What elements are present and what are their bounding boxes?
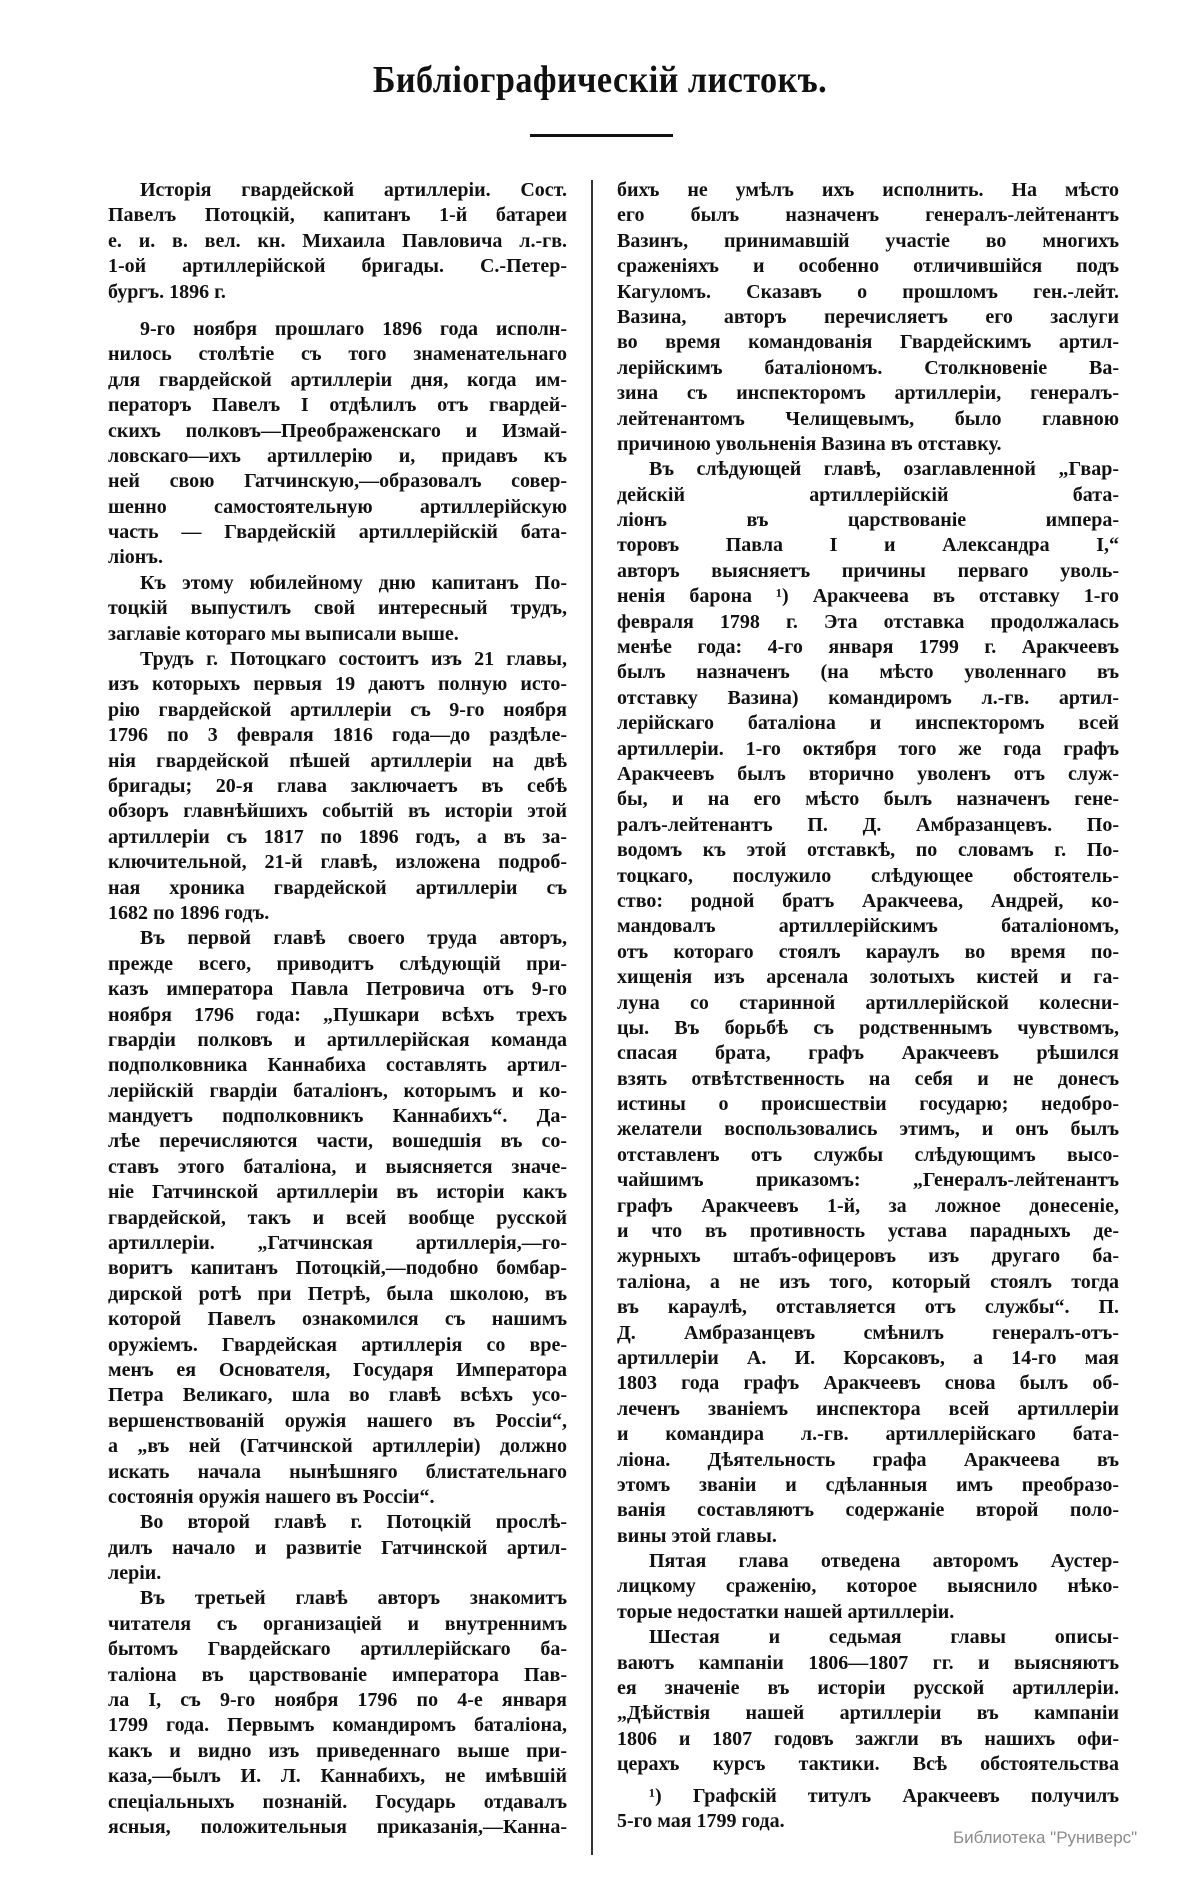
text-line: артиллеріи А. И. Корсаковъ, а 14-го мая [617,1346,1119,1369]
text-line: водомъ къ этой отставкѣ, по словамъ г. По- [617,839,1119,862]
text-line: ваютъ кампаніи 1806—1807 гг. и выясняютъ [617,1651,1119,1674]
text-line: ненія барона ¹) Аракчеева въ отставку 1-го [617,585,1119,608]
text-line: чайшимъ приказомъ: „Генералъ-лейтенантъ [617,1169,1119,1192]
text-line: воритъ капитанъ Потоцкій,—подобно бомбар- [108,1257,567,1280]
text-line: каза,—былъ И. Л. Каннабихъ, не имѣвшій [108,1765,567,1788]
text-line: Въ слѣдующей главѣ, озаглавленной „Гвар- [649,458,1119,481]
text-line: въ караулѣ, отставляется отъ службы“. П. [617,1296,1119,1319]
text-line: графъ Аракчеевъ 1-й, за ложное донесеніе, [617,1194,1119,1217]
text-line: спеціальныхъ познаній. Государь отдавалъ [108,1790,567,1813]
text-line: Вазинъ, принимавшій участіе во многихъ [617,229,1119,252]
paragraph [108,1510,567,1586]
text-line: Къ этому юбилейному дню капитанъ По- [140,571,567,594]
text-line: бихъ не умѣлъ ихъ исполнить. На мѣсто [617,179,1119,201]
text-line: обзоръ главнѣйшихъ событій въ исторіи этой [108,800,567,823]
text-line: журныхъ штабъ-офицеровъ изъ другаго ба- [617,1245,1119,1268]
text-line: для гвардейской артиллеріи дня, когда им- [108,368,567,391]
text-line: истины о происшествіи государю; недобро- [617,1093,1119,1116]
text-line: лерійскимъ баталіономъ. Столкновеніе Ва- [617,356,1119,379]
text-line: ставъ этого баталіона, и выясняется значе- [108,1155,567,1178]
text-line: шенно самостоятельную артиллерійскую [108,495,567,518]
text-line: 1796 по 3 февраля 1816 года—до раздѣле- [108,724,567,747]
text-line: ная хроника гвардейской артиллеріи съ [108,876,567,899]
text-line: церахъ курсъ тактики. Всѣ обстоятельства [617,1753,1119,1776]
text-line: а „въ ней (Гатчинской артиллеріи) должно [108,1435,567,1458]
paragraph-gap [108,305,567,317]
text-line: зина съ инспекторомъ артиллеріи, генералъ- [617,382,1119,405]
text-line: артиллеріи. 1-го октября того же года графъ [617,737,1119,760]
text-line: сраженіяхъ и особенно отличившійся подъ [617,255,1119,278]
text-line: часть — Гвардейскій артиллерійскій бата- [108,521,567,544]
text-line: 1806 и 1807 годовъ зажгли въ нашихъ офи- [617,1727,1119,1750]
text-line: таліона, а не изъ того, который стоялъ тогда [617,1270,1119,1293]
text-line: „Дѣйствія нашей артиллеріи въ кампаніи [617,1702,1119,1725]
page-title: Библіографическій листокъ. [372,59,828,101]
text-line: Д. Амбразанцевъ смѣнилъ генералъ-отъ- [617,1321,1119,1344]
text-line: прежде всего, приводитъ слѣдующій при- [108,952,567,975]
footnote [617,1783,1119,1834]
text-line: состоянія оружія нашего въ Россіи“. [108,1485,435,1508]
text-line: ніе Гатчинской артиллеріи въ исторіи какъ [108,1181,567,1204]
text-line: торые недостатки нашей артиллеріи. [617,1600,955,1623]
text-line: 1799 года. Первымъ командиромъ баталіона, [108,1714,567,1737]
title-rule [530,134,673,137]
footnote-line: 5-го мая 1799 года. [617,1810,785,1833]
text-line: ключительной, 21-й главѣ, изложена подроб- [108,851,567,874]
text-line: ралъ-лейтенантъ П. Д. Амбразанцевъ. По- [617,813,1119,836]
text-line: торовъ Павла I и Александра I,“ [617,534,1119,557]
text-line: Во второй главѣ г. Потоцкій прослѣ- [140,1511,567,1534]
text-line: леріи. [108,1562,162,1585]
footnote-line: ¹) Графскій титулъ Аракчеевъ получилъ [649,1785,1119,1807]
text-line: ліонъ. [108,546,163,569]
text-line: Вазина, авторъ перечисляетъ его заслуги [617,305,1119,328]
text-line: бытомъ Гвардейскаго артиллерійскаго ба- [108,1638,567,1661]
paragraph [617,457,1119,1549]
paragraph [617,1549,1119,1625]
text-line: лицкому сраженію, которое выяснило нѣко- [617,1575,1119,1598]
paragraph [108,178,567,305]
text-line: ней свою Гатчинскую,—образовалъ совер- [108,470,567,493]
text-line: хищенія изъ арсенала золотыхъ кистей и га- [617,966,1119,989]
text-line: артиллеріи. „Гатчинская артиллерія,—го- [108,1232,567,1255]
text-line: Въ первой главѣ своего труда авторъ, [140,927,567,950]
text-line: лерійскій гвардіи баталіонъ, которымъ и ко- [108,1079,567,1102]
text-line: рію гвардейской артиллеріи съ 9-го ноября [108,698,567,721]
text-line: 1803 года графъ Аракчеевъ снова былъ об- [617,1372,1119,1395]
text-line: вины этой главы. [617,1524,777,1547]
text-line: Въ третьей главѣ авторъ знакомитъ [140,1587,567,1610]
text-line: мандуетъ подполковникъ Каннабихъ“. Да- [108,1105,567,1128]
text-line: Исторія гвардейской артиллеріи. Сост. [140,179,567,201]
paragraph [108,1586,567,1840]
text-line: какъ и видно изъ приведеннаго выше при- [108,1739,567,1762]
text-line: таліона въ царствованіе императора Пав- [108,1663,567,1686]
paragraph [108,647,567,926]
text-line: тоцкаго, послужило слѣдующее обстоятель- [617,864,1119,887]
text-line: ліона. Дѣятельность графа Аракчеева въ [617,1448,1119,1471]
text-line: бригады; 20-я глава заключаетъ въ себѣ [108,774,567,797]
paragraph [617,1625,1119,1777]
text-line: гвардіи полковъ и артиллерійская команда [108,1028,567,1051]
text-line: е. и. в. вел. кн. Михаила Павловича л.-гв. [108,229,567,252]
text-line: лейтенантомъ Челищевымъ, было главною [617,407,1119,430]
text-line: ла I, съ 9-го ноября 1796 по 4-е января [108,1689,567,1712]
text-line: заглавіе котораго мы выписали выше. [108,622,459,645]
text-line: Пятая глава отведена авторомъ Аустер- [649,1550,1119,1573]
text-line: 9-го ноября прошлаго 1896 года исполн- [140,317,567,340]
text-line: февраля 1798 г. Эта отставка продолжалась [617,610,1119,633]
text-line: оружіемъ. Гвардейская артиллерія со вре- [108,1333,567,1356]
column-divider [591,180,593,1855]
text-line: Петра Великаго, шла во главѣ всѣхъ усо- [108,1384,567,1407]
text-line: мандовалъ артиллерійскимъ баталіономъ, [617,915,1119,938]
text-line: и что въ противность устава парадныхъ де- [617,1220,1119,1243]
text-line: леченъ званіемъ инспектора всей артиллеріи [617,1397,1119,1420]
text-line: скихъ полковъ—Преображенскаго и Измай- [108,419,567,442]
text-line: отъ котораго стоялъ караулъ во время по- [617,940,1119,963]
text-line: гвардейской, такъ и всей вообще русской [108,1206,567,1229]
text-line: ноября 1796 года: „Пушкари всѣхъ трехъ [108,1003,567,1026]
text-line: 1-ой артиллерійской бригады. С.-Петер- [108,255,567,278]
text-line: ванія составляютъ содержаніе второй поло- [617,1499,1119,1522]
text-line: взять отвѣтственность на себя и не донесъ [617,1067,1119,1090]
text-line: причиною увольненія Вазина въ отставку. [617,432,1002,455]
text-line: бургъ. 1896 г. [108,280,226,303]
text-line: Павелъ Потоцкій, капитанъ 1-й батареи [108,204,567,227]
text-line: отставленъ отъ службы слѣдующимъ высо- [617,1143,1119,1166]
text-line: цы. Въ борьбѣ съ родственнымъ чувствомъ, [617,1016,1119,1039]
text-line: былъ назначенъ (на мѣсто уволеннаго въ [617,661,1119,684]
text-line: его былъ назначенъ генералъ-лейтенантъ [617,204,1119,227]
text-line: Трудъ г. Потоцкаго состоитъ изъ 21 главы, [140,648,567,671]
left-column [108,178,567,1840]
text-line: Шестая и седьмая главы описы- [649,1626,1119,1649]
text-line: тоцкій выпустилъ свой интересный трудъ, [108,597,567,620]
text-line: этомъ званіи и сдѣланныя имъ преобразо- [617,1473,1119,1496]
text-line: менъ ея Основателя, Государя Императора [108,1358,567,1381]
text-line: во время командованія Гвардейскимъ артил- [617,331,1119,354]
text-line: ство: родной братъ Аракчеева, Андрей, ко- [617,889,1119,912]
text-line: искать начала нынѣшняго блистательнаго [108,1460,567,1483]
paragraph [108,926,567,1510]
text-line: ліонъ въ царствованіе импера- [617,509,1119,532]
text-line: и командира л.-гв. артиллерійскаго бата- [617,1423,1119,1446]
text-line: ясныя, положительныя приказанія,—Канна- [108,1816,567,1838]
text-line: читателя съ организаціей и внутреннимъ [108,1612,567,1635]
text-line: ея значеніе въ исторіи русской артиллеріи. [617,1677,1119,1700]
paragraph [108,571,567,647]
text-line: артиллеріи съ 1817 по 1896 годъ, а въ за- [108,825,567,848]
text-line: изъ которыхъ первыя 19 даютъ полную исто- [108,673,567,696]
text-line: лерійскаго баталіона и инспекторомъ всей [617,712,1119,735]
paragraph [108,317,567,571]
library-watermark: Библиотека "Руниверс" [953,1828,1138,1847]
text-line: ловскаго—ихъ артиллерію и, придавъ къ [108,444,567,467]
text-line: дилъ начало и развитіе Гатчинской артил- [108,1536,567,1559]
text-line: которой Павелъ ознакомился съ нашимъ [108,1308,567,1331]
text-line: авторъ выясняетъ причины перваго уволь- [617,559,1119,582]
right-column [617,178,1119,1778]
text-line: нилось столѣтіе съ того знаменательнаго [108,343,567,366]
text-line: нія гвардейской пѣшей артиллеріи на двѣ [108,749,567,772]
text-line: луна со старинной артиллерійской колесни- [617,991,1119,1014]
text-line: Аракчеевъ былъ вторично уволенъ отъ служ- [617,762,1119,785]
text-line: Кагуломъ. Сказавъ о прошломъ ген.-лейт. [617,280,1119,303]
text-line: отставку Вазина) командиромъ л.-гв. артил- [617,686,1119,709]
text-line: желатели воспользовались этимъ, и онъ былъ [617,1118,1119,1141]
text-line: бы, и на его мѣсто былъ назначенъ гене- [617,788,1119,811]
text-line: подполковника Каннабиха составлять артил- [108,1054,567,1077]
text-line: лѣе перечисляются части, вошедшія въ со- [108,1130,567,1153]
text-line: вершенствованій оружія нашего въ Россіи“, [108,1409,567,1432]
text-line: спасая брата, графъ Аракчеевъ рѣшился [617,1042,1119,1065]
text-line: ператоръ Павелъ I отдѣлилъ отъ гвардей- [108,394,567,417]
text-line: казъ императора Павла Петровича отъ 9-го [108,978,567,1001]
text-line: дейскій артиллерійскій бата- [617,483,1119,506]
paragraph [617,178,1119,457]
text-line: менѣе года: 4-го января 1799 г. Аракчеевъ [617,636,1119,659]
text-line: дирской ротѣ при Петрѣ, была школою, въ [108,1282,567,1305]
text-line: 1682 по 1896 годъ. [108,901,270,924]
